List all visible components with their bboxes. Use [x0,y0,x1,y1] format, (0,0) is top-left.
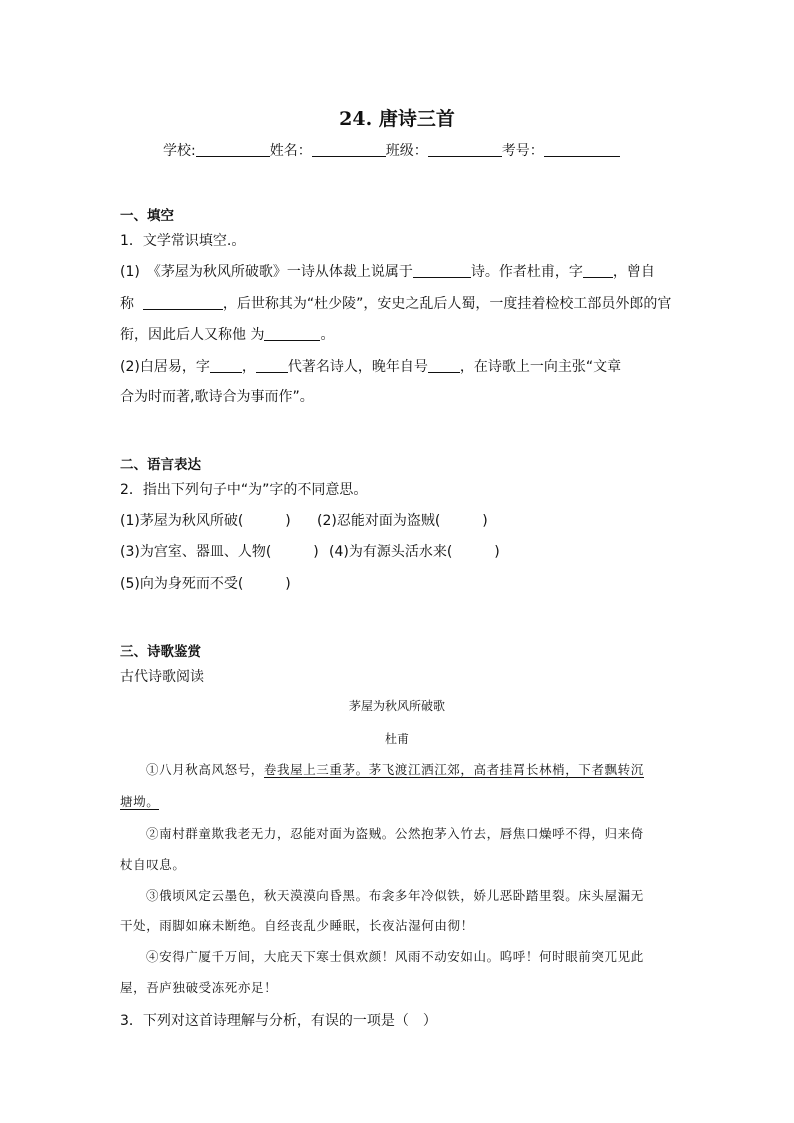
q1-line-5: 合为时而著,歌诗合为事而作”。 [120,389,314,405]
q2-item-4: (4)为有源头活水来( ) [329,544,500,560]
q1-text: 称 [120,296,134,312]
bai-courtesy-blank[interactable] [210,358,242,373]
name-label: 姓名： [269,143,312,159]
section-heading-fill: 一、填空 [120,208,174,224]
q1-line-2 [120,293,671,313]
q1-text: (1) 《茅屋为秋风所破歌》一诗从体裁上说属于 [120,264,413,280]
id-label: 考号： [501,143,544,159]
q1-text: 衔，因此后人又称他 为 [120,327,265,343]
poem-stanza-3-line-1: ③俄顷风定云墨色，秋天漠漠向昏黑。布衾多年冷似铁，娇儿恶卧踏里裂。床头屋漏无 [146,888,644,903]
q1-line-3 [120,324,334,344]
q1-line-4 [120,356,621,376]
courtesy-name-blank[interactable] [583,263,613,278]
class-label: 班级： [385,143,428,159]
q1-text: ，曾自 [612,264,655,280]
poem-stanza-2-line-1: ②南村群童欺我老无力，忍能对面为盗贼。公然抱茅入竹去，唇焦口燥呼不得，归来倚 [146,826,644,841]
q1-text: (2)白居易，字 [120,359,210,375]
underlined-poem-text: 卷我屋上三重茅。茅飞渡江洒江郊，高者挂罥长林梢，下者飘转沉 [263,762,644,777]
dynasty-blank[interactable] [256,358,288,373]
q1-text: 。 [320,327,335,343]
self-title-blank[interactable] [143,295,223,310]
q1-text: ，在诗歌上一向主张“文章 [459,359,622,375]
poem-stanza-3-line-2: 干处，雨脚如麻未断绝。自经丧乱少睡眠，长夜沾湿何由彻！ [120,918,474,933]
id-blank[interactable] [544,142,620,157]
school-blank[interactable] [196,142,270,157]
alias-blank[interactable] [264,326,320,341]
q2-item-5: (5)向为身死而不受( ) [120,576,291,592]
section-heading-expression: 二、语言表达 [120,457,201,473]
page-title: 24. 唐诗三首 [339,108,455,130]
poem-title: 茅屋为秋风所破歌 [348,699,445,713]
genre-blank[interactable] [413,263,471,278]
question-1: 1．文学常识填空.。 [120,233,246,249]
question-3: 3．下列对这首诗理解与分析，有误的一项是（ ） [120,1013,437,1029]
poem-author: 杜甫 [384,732,409,746]
poem-text: ①八月秋高风怒号， [146,762,264,777]
q2-item-2: (2)忍能对面为盗贼( ) [317,513,488,529]
q1-text: 诗。作者杜甫，字 [470,264,583,280]
class-blank[interactable] [428,142,502,157]
underlined-poem-text: 塘坳。 [120,794,160,809]
poem-stanza-1-line-1 [146,760,644,778]
question-2: 2．指出下列句子中“为”字的不同意思。 [120,482,368,498]
poem-stanza-1-line-2 [120,792,159,810]
q2-item-1: (1)茅屋为秋风所破( ) [120,513,291,529]
poem-stanza-2-line-2: 杖自叹息。 [120,857,186,872]
pen-name-blank[interactable] [428,358,460,373]
q2-item-3: (3)为宫室、器皿、人物( ) [120,544,319,560]
poem-stanza-4-line-1: ④安得广厦千万间，大庇天下寒士俱欢颜！风雨不动安如山。呜呼！何时眼前突兀见此 [146,949,644,964]
section-heading-poetry: 三、诗歌鉴赏 [120,644,201,660]
name-blank[interactable] [312,142,386,157]
school-label: 学校: [163,143,196,159]
q1-text: 代著名诗人，晚年自号 [287,359,428,375]
q1-text: ，后世称其为“杜少陵”，安史之乱后人蜀，一度挂着检校工部员外郎的官 [222,296,672,312]
student-info-line [163,140,620,160]
q1-text: ， [241,359,256,375]
reading-subtitle: 古代诗歌阅读 [120,669,204,685]
q1-line-1 [120,261,655,281]
poem-stanza-4-line-2: 屋，吾庐独破受冻死亦足！ [120,980,278,995]
